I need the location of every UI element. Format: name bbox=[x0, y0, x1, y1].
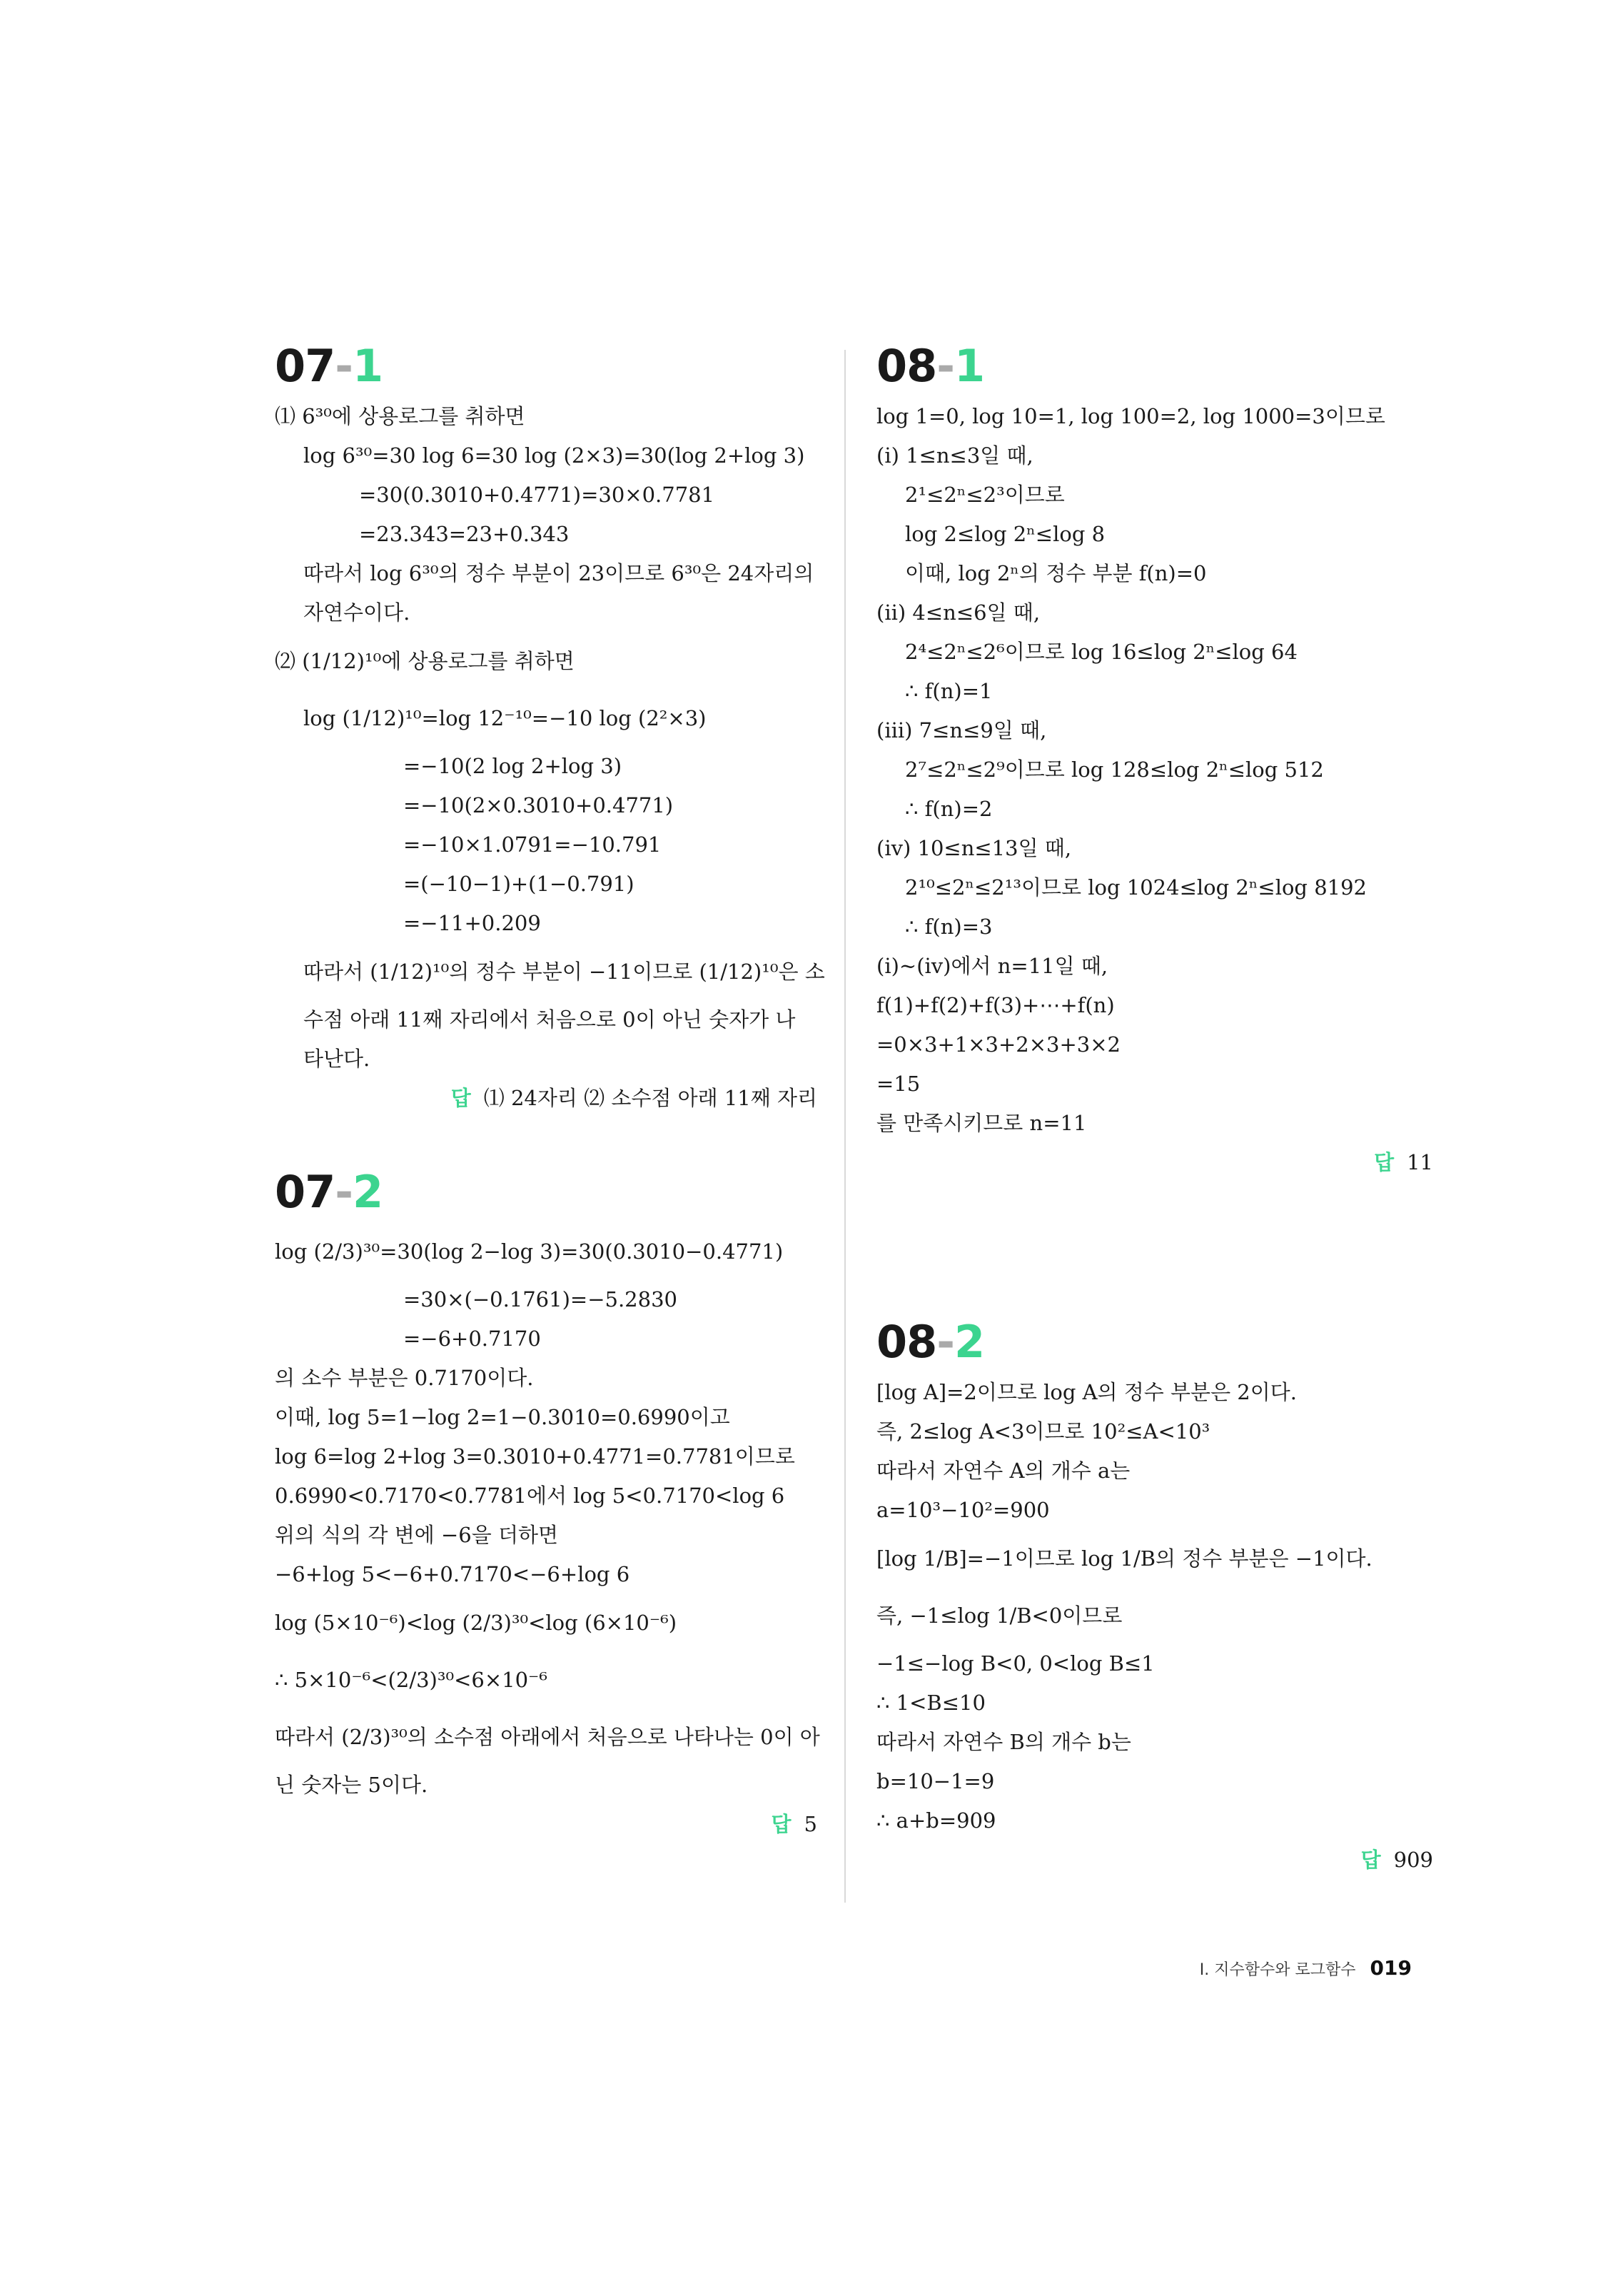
solution-line: ∴ f(n)=2 bbox=[905, 797, 993, 821]
solution-line: −1≤−log B<0, 0<log B≤1 bbox=[876, 1651, 1155, 1676]
solution-line: =−10(2 log 2+log 3) bbox=[403, 754, 622, 778]
solution-line: 따라서 자연수 A의 개수 a는 bbox=[876, 1459, 1131, 1483]
solution-line: =0×3+1×3+2×3+3×2 bbox=[876, 1032, 1121, 1057]
solution-line: ∴ 1<B≤10 bbox=[876, 1691, 986, 1715]
solution-line: =(−10−1)+(1−0.791) bbox=[403, 872, 634, 896]
solution-line: (ⅰ)~(ⅳ)에서 n=11일 때, bbox=[876, 954, 1108, 978]
answer-value: 5 bbox=[804, 1812, 817, 1836]
solution-line: a=10³−10²=900 bbox=[876, 1498, 1050, 1522]
solution-line: =−10(2×0.3010+0.4771) bbox=[403, 793, 674, 817]
answer-line bbox=[876, 1841, 1433, 1879]
solution-line: 를 만족시키므로 n=11 bbox=[876, 1111, 1087, 1135]
solution-line: (ⅱ) 4≤n≤6일 때, bbox=[876, 600, 1041, 625]
solution-line: 타난다. bbox=[303, 1047, 370, 1071]
column-divider bbox=[844, 350, 846, 1903]
solution-line: b=10−1=9 bbox=[876, 1769, 995, 1793]
solution-line: =15 bbox=[876, 1072, 921, 1096]
right-column bbox=[876, 341, 1433, 1879]
solution-line: (ⅰ) 1≤n≤3일 때, bbox=[876, 443, 1033, 468]
problem-heading-07-2: 07-2 bbox=[275, 1166, 383, 1218]
problem-heading-08-2: 08-2 bbox=[876, 1316, 985, 1368]
solution-line: 의 소수 부분은 0.7170이다. bbox=[275, 1366, 534, 1390]
solution-line: 즉, −1≤log 1/B<0이므로 bbox=[876, 1603, 1123, 1628]
solution-line: 수점 아래 11째 자리에서 처음으로 0이 아닌 숫자가 나 bbox=[303, 1007, 796, 1032]
solution-line: [log 1/B]=−1이므로 log 1/B의 정수 부분은 −1이다. bbox=[876, 1546, 1372, 1571]
solution-line: ⑵ (1/12)¹⁰에 상용로그를 취하면 bbox=[275, 649, 575, 673]
solution-line: ∴ 5×10⁻⁶<(2/3)³⁰<6×10⁻⁶ bbox=[275, 1668, 547, 1692]
solution-line: log 6³⁰=30 log 6=30 log (2×3)=30(log 2+log 3) bbox=[303, 443, 805, 468]
solution-line: f(1)+f(2)+f(3)+⋯+f(n) bbox=[876, 993, 1115, 1017]
solution-line: =23.343=23+0.343 bbox=[359, 522, 570, 546]
problem-heading-08-1: 08-1 bbox=[876, 340, 985, 392]
left-column bbox=[275, 340, 825, 1843]
solution-line: ⑴ 6³⁰에 상용로그를 취하면 bbox=[275, 404, 525, 428]
solution-line: 이때, log 5=1−log 2=1−0.3010=0.6990이고 bbox=[275, 1405, 730, 1429]
solution-line: 따라서 (1/12)¹⁰의 정수 부분이 −11이므로 (1/12)¹⁰은 소 bbox=[303, 960, 825, 984]
problem-heading-07-1: 07-1 bbox=[275, 340, 383, 392]
solution-line: log (2/3)³⁰=30(log 2−log 3)=30(0.3010−0.4771) bbox=[275, 1239, 784, 1264]
solution-line: log 6=log 2+log 3=0.3010+0.4771=0.7781이므로 bbox=[275, 1444, 795, 1469]
solution-line: 따라서 log 6³⁰의 정수 부분이 23이므로 6³⁰은 24자리의 bbox=[303, 561, 814, 585]
solution-line: ∴ f(n)=1 bbox=[905, 679, 993, 703]
solution-line: 2⁷≤2ⁿ≤2⁹이므로 log 128≤log 2ⁿ≤log 512 bbox=[905, 757, 1324, 782]
answer-label: 답 bbox=[771, 1812, 792, 1836]
solution-line: =−10×1.0791=−10.791 bbox=[403, 832, 662, 857]
solution-line: =30(0.3010+0.4771)=30×0.7781 bbox=[359, 483, 715, 507]
solution-line: log 1=0, log 10=1, log 100=2, log 1000=3이므로 bbox=[876, 404, 1385, 428]
answer-label: 답 bbox=[450, 1086, 471, 1110]
solution-line: 2¹⁰≤2ⁿ≤2¹³이므로 log 1024≤log 2ⁿ≤log 8192 bbox=[905, 875, 1367, 900]
solution-line: 위의 식의 각 변에 −6을 더하면 bbox=[275, 1523, 558, 1547]
page-footer bbox=[1200, 1956, 1412, 1980]
solution-line: =−11+0.209 bbox=[403, 911, 541, 935]
answer-value: ⑴ 24자리 ⑵ 소수점 아래 11째 자리 bbox=[483, 1086, 817, 1110]
answer-line bbox=[275, 1079, 817, 1117]
solution-line: 이때, log 2ⁿ의 정수 부분 f(n)=0 bbox=[905, 561, 1207, 585]
page-number: 019 bbox=[1370, 1956, 1412, 1980]
solution-line: log (5×10⁻⁶)<log (2/3)³⁰<log (6×10⁻⁶) bbox=[275, 1611, 677, 1635]
solution-line: 2¹≤2ⁿ≤2³이므로 bbox=[905, 483, 1065, 507]
answer-value: 909 bbox=[1393, 1848, 1433, 1872]
solution-line: (ⅲ) 7≤n≤9일 때, bbox=[876, 718, 1047, 742]
solution-line: log (1/12)¹⁰=log 12⁻¹⁰=−10 log (2²×3) bbox=[303, 706, 707, 730]
solution-line: log 2≤log 2ⁿ≤log 8 bbox=[905, 522, 1106, 546]
answer-label: 답 bbox=[1374, 1150, 1395, 1174]
answer-line bbox=[275, 1805, 817, 1843]
chapter-title: Ⅰ. 지수함수와 로그함수 bbox=[1199, 1961, 1356, 1979]
solution-line: 따라서 자연수 B의 개수 b는 bbox=[876, 1730, 1131, 1754]
solution-line: =−6+0.7170 bbox=[403, 1326, 541, 1351]
solution-line: 따라서 (2/3)³⁰의 소수점 아래에서 처음으로 나타나는 0이 아 bbox=[275, 1725, 820, 1749]
answer-value: 11 bbox=[1407, 1150, 1433, 1174]
solution-line: ∴ a+b=909 bbox=[876, 1808, 996, 1833]
solution-line: 2⁴≤2ⁿ≤2⁶이므로 log 16≤log 2ⁿ≤log 64 bbox=[905, 640, 1298, 664]
solution-line: 닌 숫자는 5이다. bbox=[275, 1773, 428, 1797]
solution-line: [log A]=2이므로 log A의 정수 부분은 2이다. bbox=[876, 1380, 1297, 1404]
solution-line: (ⅳ) 10≤n≤13일 때, bbox=[876, 836, 1072, 860]
solution-line: −6+log 5<−6+0.7170<−6+log 6 bbox=[275, 1562, 630, 1586]
solution-line: ∴ f(n)=3 bbox=[905, 915, 993, 939]
answer-line bbox=[876, 1143, 1433, 1182]
answer-label: 답 bbox=[1360, 1848, 1381, 1872]
solution-line: 0.6990<0.7170<0.7781에서 log 5<0.7170<log 6 bbox=[275, 1484, 785, 1508]
solution-line: 즉, 2≤log A<3이므로 10²≤A<10³ bbox=[876, 1419, 1210, 1444]
solution-line: =30×(−0.1761)=−5.2830 bbox=[403, 1287, 677, 1311]
solution-line: 자연수이다. bbox=[303, 600, 410, 625]
